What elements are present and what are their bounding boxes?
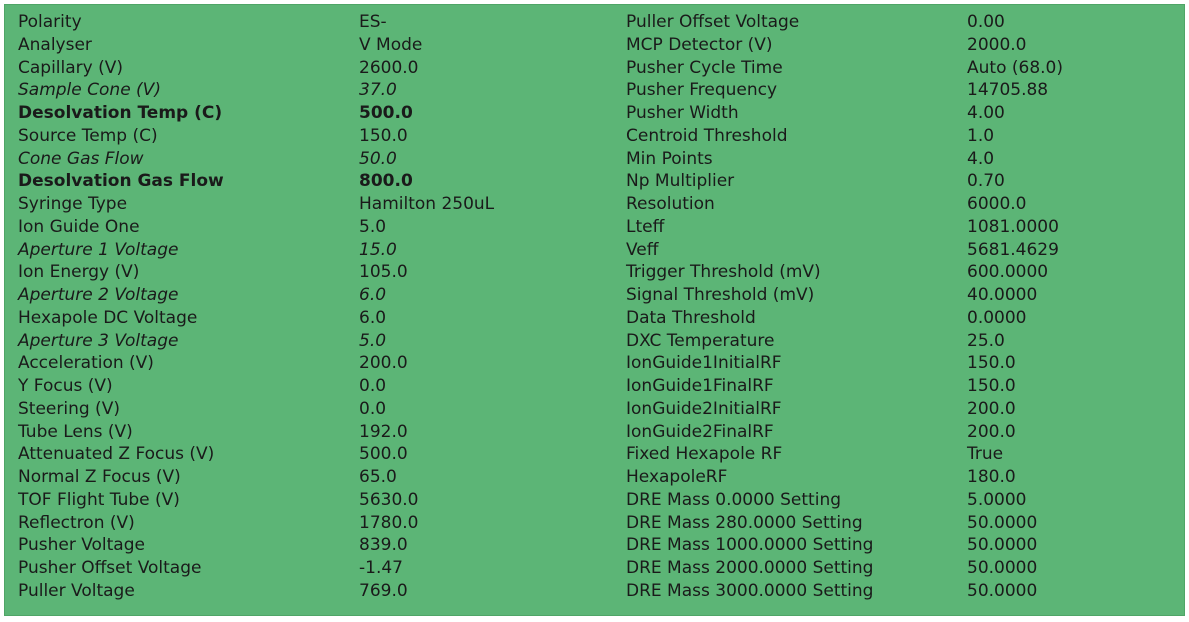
param-value: 180.0 — [967, 467, 1016, 487]
param-value: 1081.0000 — [967, 216, 1059, 237]
param-value: 0.00 — [967, 12, 1005, 32]
param-row-acceleration-v — [18, 352, 494, 375]
param-value: ES- — [359, 12, 387, 32]
param-label: Pusher Frequency — [626, 80, 778, 101]
param-row-pusher-offset-voltage — [18, 557, 494, 580]
param-row-dre-mass-0-0000-setting — [626, 489, 1063, 512]
param-label: Cone Gas Flow — [18, 148, 144, 169]
param-value: 4.00 — [967, 103, 1005, 123]
param-label: Pusher Voltage — [18, 535, 145, 556]
param-row-source-temp-c — [18, 125, 494, 148]
param-row-hexapole-dc-voltage — [18, 307, 494, 330]
param-row-ionguide2finalrf — [626, 421, 1063, 444]
param-label: Pusher Width — [626, 103, 739, 123]
param-value: 2000.0 — [967, 34, 1027, 55]
param-value: 5681.4629 — [967, 239, 1059, 260]
param-value: 50.0 — [359, 148, 397, 169]
left-parameter-column — [18, 11, 494, 603]
param-label: DXC Temperature — [626, 330, 775, 351]
param-value: 500.0 — [359, 444, 408, 465]
param-value: 6.0 — [359, 307, 387, 328]
param-label: IonGuide1InitialRF — [626, 353, 782, 374]
param-value: 5.0000 — [967, 489, 1027, 510]
param-value: 0.0 — [359, 376, 387, 396]
param-label: Desolvation Gas Flow — [18, 171, 224, 192]
instrument-parameters-panel — [4, 4, 1185, 616]
param-row-ion-energy-v — [18, 261, 494, 284]
param-label: DRE Mass 3000.0000 Setting — [626, 580, 874, 601]
param-row-puller-offset-voltage — [626, 11, 1063, 34]
param-value: 150.0 — [967, 353, 1016, 374]
param-row-y-focus-v — [18, 375, 494, 398]
param-label: HexapoleRF — [626, 467, 728, 487]
param-label: Acceleration (V) — [18, 353, 154, 374]
param-label: Aperture 1 Voltage — [18, 239, 179, 260]
param-value: 0.0000 — [967, 307, 1027, 328]
param-label: Signal Threshold (mV) — [626, 285, 815, 305]
param-label: Data Threshold — [626, 307, 756, 328]
param-row-aperture-3-voltage — [18, 330, 494, 353]
param-label: Desolvation Temp (C) — [18, 103, 223, 123]
param-label: Attenuated Z Focus (V) — [18, 444, 215, 465]
param-row-data-threshold — [626, 307, 1063, 330]
param-row-pusher-cycle-time — [626, 57, 1063, 80]
right-parameter-column — [626, 11, 1063, 603]
param-label: Aperture 3 Voltage — [18, 330, 179, 351]
param-label: Veff — [626, 239, 659, 260]
param-label: DRE Mass 0.0000 Setting — [626, 489, 842, 510]
param-value: 0.70 — [967, 171, 1005, 192]
param-value: 65.0 — [359, 467, 397, 487]
param-label: Centroid Threshold — [626, 125, 788, 146]
param-value: 6000.0 — [967, 194, 1027, 214]
param-row-tube-lens-v — [18, 421, 494, 444]
param-label: Ion Energy (V) — [18, 262, 140, 283]
param-row-desolvation-gas-flow — [18, 170, 494, 193]
param-row-dxc-temperature — [626, 330, 1063, 353]
param-row-desolvation-temp-c — [18, 102, 494, 125]
param-label: IonGuide2FinalRF — [626, 421, 774, 442]
param-value: 50.0000 — [967, 512, 1038, 533]
param-row-centroid-threshold — [626, 125, 1063, 148]
param-label: Ion Guide One — [18, 216, 140, 237]
param-row-min-points — [626, 148, 1063, 171]
param-value: True — [967, 444, 1004, 465]
param-row-mcp-detector-v — [626, 34, 1063, 57]
param-label: DRE Mass 1000.0000 Setting — [626, 535, 874, 556]
param-row-ionguide1finalrf — [626, 375, 1063, 398]
param-label: Tube Lens (V) — [18, 421, 133, 442]
param-value: V Mode — [359, 34, 423, 55]
param-row-dre-mass-1000-0000-setting — [626, 534, 1063, 557]
param-label: Y Focus (V) — [18, 376, 113, 396]
param-label: Sample Cone (V) — [18, 80, 161, 101]
param-value: 6.0 — [359, 285, 387, 305]
param-row-steering-v — [18, 398, 494, 421]
param-value: 14705.88 — [967, 80, 1049, 101]
param-row-cone-gas-flow — [18, 148, 494, 171]
param-label: Resolution — [626, 194, 715, 214]
param-row-analyser — [18, 34, 494, 57]
param-row-dre-mass-3000-0000-setting — [626, 580, 1063, 603]
param-value: 200.0 — [967, 398, 1016, 419]
param-row-polarity — [18, 11, 494, 34]
param-label: Trigger Threshold (mV) — [626, 262, 821, 283]
param-label: Lteff — [626, 216, 665, 237]
param-row-pusher-voltage — [18, 534, 494, 557]
param-label: Np Multiplier — [626, 171, 735, 192]
param-row-resolution — [626, 193, 1063, 216]
param-row-ionguide2initialrf — [626, 398, 1063, 421]
param-value: 5.0 — [359, 330, 387, 351]
param-row-fixed-hexapole-rf — [626, 443, 1063, 466]
param-row-normal-z-focus-v — [18, 466, 494, 489]
param-value: 1.0 — [967, 125, 995, 146]
param-label: Syringe Type — [18, 194, 128, 214]
param-value: 4.0 — [967, 148, 995, 169]
param-value: 200.0 — [359, 353, 408, 374]
param-value: 500.0 — [359, 103, 413, 123]
param-label: Reflectron (V) — [18, 512, 135, 533]
param-value: 50.0000 — [967, 558, 1038, 578]
param-row-ionguide1initialrf — [626, 352, 1063, 375]
param-row-ion-guide-one — [18, 216, 494, 239]
param-label: Fixed Hexapole RF — [626, 444, 783, 465]
param-value: 800.0 — [359, 171, 413, 192]
param-row-signal-threshold-mv — [626, 284, 1063, 307]
param-row-trigger-threshold-mv — [626, 261, 1063, 284]
param-value: 5630.0 — [359, 489, 419, 510]
param-value: 105.0 — [359, 262, 408, 283]
param-value: 5.0 — [359, 216, 387, 237]
param-label: TOF Flight Tube (V) — [18, 489, 180, 510]
param-row-aperture-1-voltage — [18, 239, 494, 262]
param-value: 0.0 — [359, 398, 387, 419]
param-label: Source Temp (C) — [18, 125, 158, 146]
param-value: 25.0 — [967, 330, 1005, 351]
param-value: 15.0 — [359, 239, 397, 260]
param-label: IonGuide2InitialRF — [626, 398, 782, 419]
param-value: 769.0 — [359, 580, 408, 601]
param-label: Puller Offset Voltage — [626, 12, 800, 32]
param-row-pusher-width — [626, 102, 1063, 125]
param-row-reflectron-v — [18, 512, 494, 535]
param-label: Hexapole DC Voltage — [18, 307, 198, 328]
param-row-lteff — [626, 216, 1063, 239]
param-value: 200.0 — [967, 421, 1016, 442]
param-value: 2600.0 — [359, 57, 419, 78]
param-label: Steering (V) — [18, 398, 120, 419]
param-value: 40.0000 — [967, 285, 1038, 305]
param-row-tof-flight-tube-v — [18, 489, 494, 512]
param-row-pusher-frequency — [626, 79, 1063, 102]
param-row-hexapolerf — [626, 466, 1063, 489]
param-value: 600.0000 — [967, 262, 1049, 283]
param-label: IonGuide1FinalRF — [626, 376, 774, 396]
param-value: 150.0 — [359, 125, 408, 146]
param-label: Pusher Offset Voltage — [18, 558, 202, 578]
param-value: 192.0 — [359, 421, 408, 442]
param-value: -1.47 — [359, 558, 403, 578]
param-label: Capillary (V) — [18, 57, 124, 78]
param-row-puller-voltage — [18, 580, 494, 603]
param-label: Pusher Cycle Time — [626, 57, 783, 78]
param-row-dre-mass-2000-0000-setting — [626, 557, 1063, 580]
param-label: Puller Voltage — [18, 580, 135, 601]
param-value: 37.0 — [359, 80, 397, 101]
param-value: Auto (68.0) — [967, 57, 1063, 78]
param-value: 150.0 — [967, 376, 1016, 396]
param-row-syringe-type — [18, 193, 494, 216]
param-value: 50.0000 — [967, 535, 1038, 556]
param-value: 1780.0 — [359, 512, 419, 533]
param-label: Analyser — [18, 34, 92, 55]
param-row-np-multiplier — [626, 170, 1063, 193]
param-row-dre-mass-280-0000-setting — [626, 512, 1063, 535]
param-value: 50.0000 — [967, 580, 1038, 601]
param-label: DRE Mass 2000.0000 Setting — [626, 558, 874, 578]
param-row-aperture-2-voltage — [18, 284, 494, 307]
param-label: MCP Detector (V) — [626, 34, 773, 55]
param-label: Polarity — [18, 12, 82, 32]
param-row-veff — [626, 239, 1063, 262]
param-row-sample-cone-v — [18, 79, 494, 102]
param-label: DRE Mass 280.0000 Setting — [626, 512, 863, 533]
param-row-attenuated-z-focus-v — [18, 443, 494, 466]
param-row-capillary-v — [18, 57, 494, 80]
param-value: Hamilton 250uL — [359, 194, 495, 214]
param-label: Aperture 2 Voltage — [18, 285, 179, 305]
param-label: Min Points — [626, 148, 713, 169]
param-value: 839.0 — [359, 535, 408, 556]
param-label: Normal Z Focus (V) — [18, 467, 181, 487]
